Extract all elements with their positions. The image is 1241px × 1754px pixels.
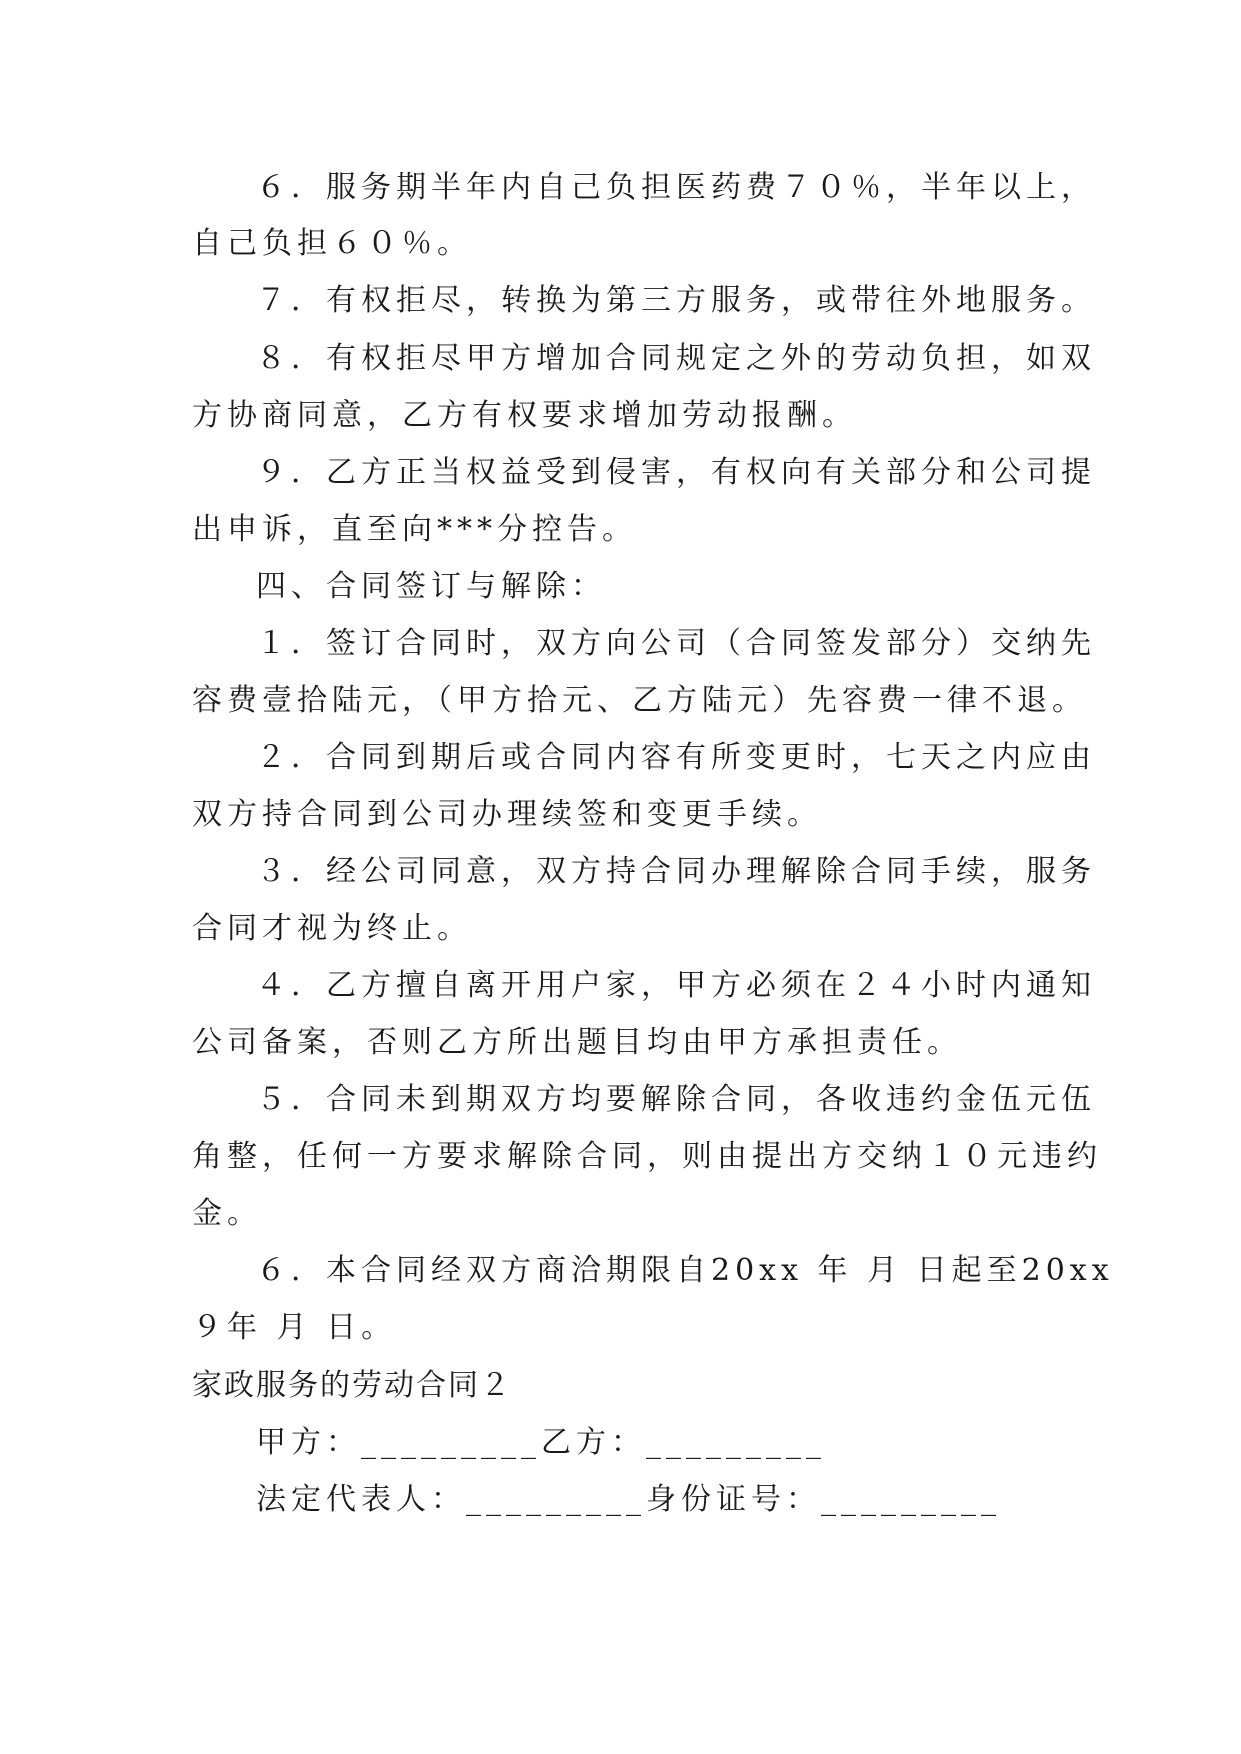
paragraph-line: 金。: [192, 1196, 262, 1231]
party-line: 甲方：_________乙方：_________: [256, 1425, 826, 1460]
paragraph-line: 出申诉，直至向***分控告。: [192, 512, 637, 547]
paragraph-line: 容费壹拾陆元，（甲方拾元、乙方陆元）先容费一律不退。: [192, 683, 1087, 718]
paragraph-line: 方协商同意，乙方有权要求增加劳动报酬。: [192, 398, 857, 433]
paragraph-line: ９．乙方正当权益受到侵害，有权向有关部分和公司提: [256, 455, 1096, 490]
paragraph-line: ９年 月 日。: [192, 1310, 397, 1345]
representative-line: 法定代表人：_________身份证号：_________: [256, 1482, 1001, 1517]
paragraph-line: ６．本合同经双方商洽期限自20xx 年 月 日起至20xx: [256, 1253, 1114, 1288]
paragraph-line: ２．合同到期后或合同内容有所变更时，七天之内应由: [256, 740, 1096, 775]
paragraph-line: 公司备案，否则乙方所出题目均由甲方承担责任。: [192, 1025, 962, 1060]
paragraph-line: １．签订合同时，双方向公司（合同签发部分）交纳先: [256, 626, 1096, 661]
paragraph-line: ６．服务期半年内自己负担医药费７０％，半年以上，: [256, 170, 1096, 205]
paragraph-line: ８．有权拒尽甲方增加合同规定之外的劳动负担，如双: [256, 341, 1096, 376]
section-heading: 四、合同签订与解除：: [256, 569, 606, 604]
paragraph-line: 自己负担６０％。: [192, 226, 472, 261]
paragraph-line: 双方持合同到公司办理续签和变更手续。: [192, 797, 822, 832]
paragraph-line: ５．合同未到期双方均要解除合同，各收违约金伍元伍: [256, 1082, 1096, 1117]
paragraph-line: 合同才视为终止。: [192, 911, 472, 946]
paragraph-line: 角整，任何一方要求解除合同，则由提出方交纳１０元违约: [192, 1139, 1102, 1174]
paragraph-line: ４．乙方擅自离开用户家，甲方必须在２４小时内通知: [256, 968, 1096, 1003]
paragraph-line: ３．经公司同意，双方持合同办理解除合同手续，服务: [256, 854, 1096, 889]
document-title: 家政服务的劳动合同２: [192, 1368, 512, 1403]
paragraph-line: ７．有权拒尽，转换为第三方服务，或带往外地服务。: [256, 283, 1096, 318]
